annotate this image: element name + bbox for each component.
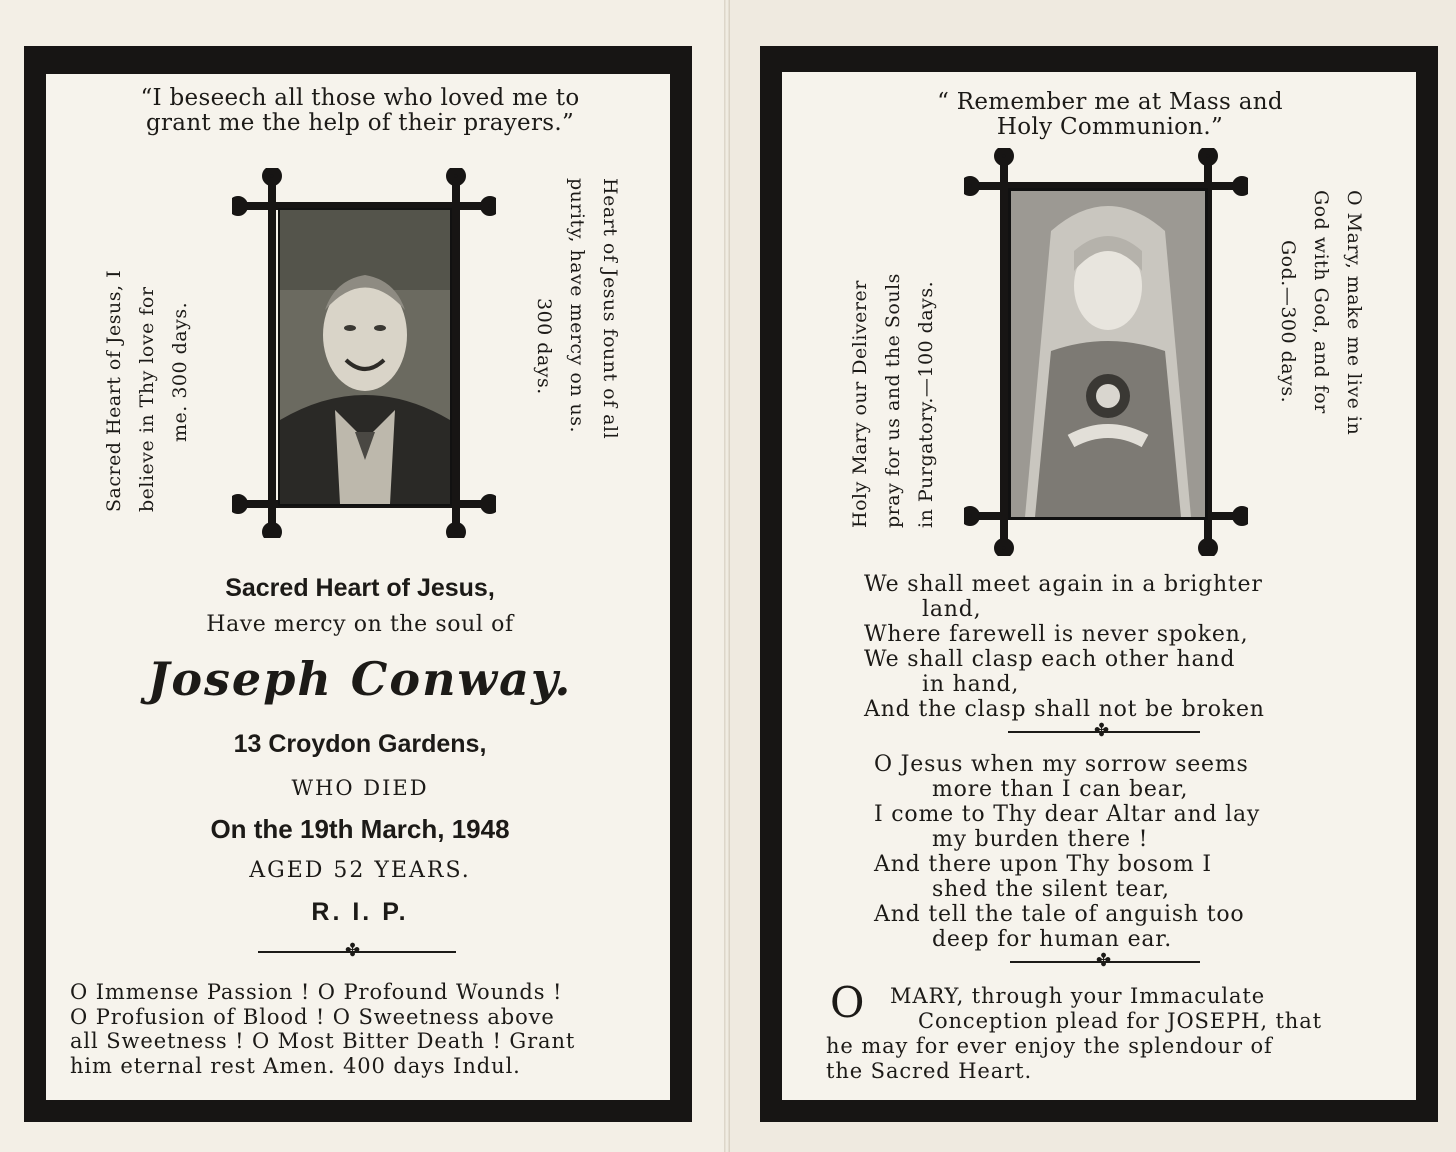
final-prayer-line: the Sacred Heart. <box>826 1059 1033 1083</box>
poem-jesus-sorrow <box>874 752 1354 952</box>
divider-ornament-icon: ✤ <box>345 940 361 961</box>
final-prayer <box>826 978 1386 1084</box>
poem-line: We shall clasp each other hand <box>864 647 1236 672</box>
poem-line: deep for human ear. <box>932 927 1173 952</box>
right-quote-line: Holy Communion.” <box>996 114 1224 140</box>
poem-line: And the clasp shall not be broken <box>864 697 1265 722</box>
poem-line: shed the silent tear, <box>932 877 1170 902</box>
side-prayer-line: pray for us and the Souls <box>882 273 904 528</box>
poem-line: in hand, <box>922 672 1020 697</box>
side-prayer-line: in Purgatory.—100 days. <box>915 280 937 528</box>
poem-line: I come to Thy dear Altar and lay <box>874 802 1261 827</box>
prayer-line: all Sweetness ! O Most Bitter Death ! Grant <box>70 1029 576 1053</box>
side-prayer-line: God.—300 days. <box>1277 240 1299 404</box>
who-died: WHO DIED <box>291 776 429 800</box>
left-quote-line: grant me the help of their prayers.” <box>145 110 575 136</box>
poem-line: Where farewell is never spoken, <box>864 622 1249 647</box>
right-quote-line: “ Remember me at Mass and <box>937 89 1283 115</box>
mercy-line: Have mercy on the soul of <box>206 612 514 637</box>
right-quote <box>810 90 1410 140</box>
divider-ornament-icon: ✤ <box>1094 720 1110 741</box>
drop-cap: O <box>830 978 866 1027</box>
side-prayer-line: 300 days. <box>533 298 555 395</box>
side-prayer-line: me. 300 days. <box>169 301 191 442</box>
poem-line: my burden there ! <box>932 827 1149 852</box>
left-quote-line: “I beseech all those who loved me to <box>140 85 580 111</box>
poem-line: And tell the tale of anguish too <box>874 902 1245 927</box>
divider-ornament-icon: ✤ <box>1096 950 1112 971</box>
side-prayer-line: believe in Thy love for <box>136 286 158 512</box>
poem-line: We shall meet again in a brighter <box>864 572 1263 597</box>
poem-line: And there upon Thy bosom I <box>874 852 1212 877</box>
indulgence-prayer <box>70 980 650 1078</box>
immaculate-heart-figure <box>1011 191 1205 517</box>
side-prayer-line: O Mary, make me live in <box>1343 190 1365 436</box>
age: AGED 52 YEARS. <box>249 858 471 883</box>
poem-brighter-land <box>864 572 1364 722</box>
side-prayer-line: God with God, and for <box>1310 190 1332 414</box>
right-side-prayer-left <box>844 273 943 528</box>
portrait-photo <box>278 208 452 506</box>
date-of-death: On the 19th March, 1948 <box>210 814 510 844</box>
prayer-line: O Profusion of Blood ! O Sweetness above <box>70 1004 555 1029</box>
poem-line: land, <box>922 597 982 622</box>
invocation-heading: Sacred Heart of Jesus, <box>225 574 495 602</box>
right-side-prayer-right <box>1271 190 1370 435</box>
final-prayer-line: MARY, through your Immaculate <box>890 984 1266 1008</box>
side-prayer-line: Heart of Jesus fount of all <box>599 178 621 440</box>
poem-line: O Jesus when my sorrow seems <box>874 752 1249 777</box>
final-prayer-line: Conception plead for JOSEPH, that <box>918 1009 1322 1033</box>
prayer-line: O Immense Passion ! O Profound Wounds ! <box>70 980 563 1004</box>
card-fold <box>724 0 730 1152</box>
side-prayer-line: Sacred Heart of Jesus, I <box>103 269 125 512</box>
address: 13 Croydon Gardens, <box>233 730 487 758</box>
left-side-prayer-left <box>98 270 197 512</box>
poem-line: more than I can bear, <box>932 777 1189 802</box>
side-prayer-line: Holy Mary our Deliverer <box>849 280 871 528</box>
madonna-image <box>1008 188 1208 520</box>
side-prayer-line: purity, have mercy on us. <box>566 178 588 434</box>
prayer-line: him eternal rest Amen. 400 days Indul. <box>70 1053 521 1078</box>
left-side-prayer-right <box>527 178 626 439</box>
portrait-figure <box>280 210 450 504</box>
deceased-name: Joseph Conway. <box>147 652 573 706</box>
rip: R. I. P. <box>311 898 409 926</box>
left-quote <box>60 86 660 136</box>
final-prayer-line: he may for ever enjoy the splendour of <box>826 1034 1273 1058</box>
